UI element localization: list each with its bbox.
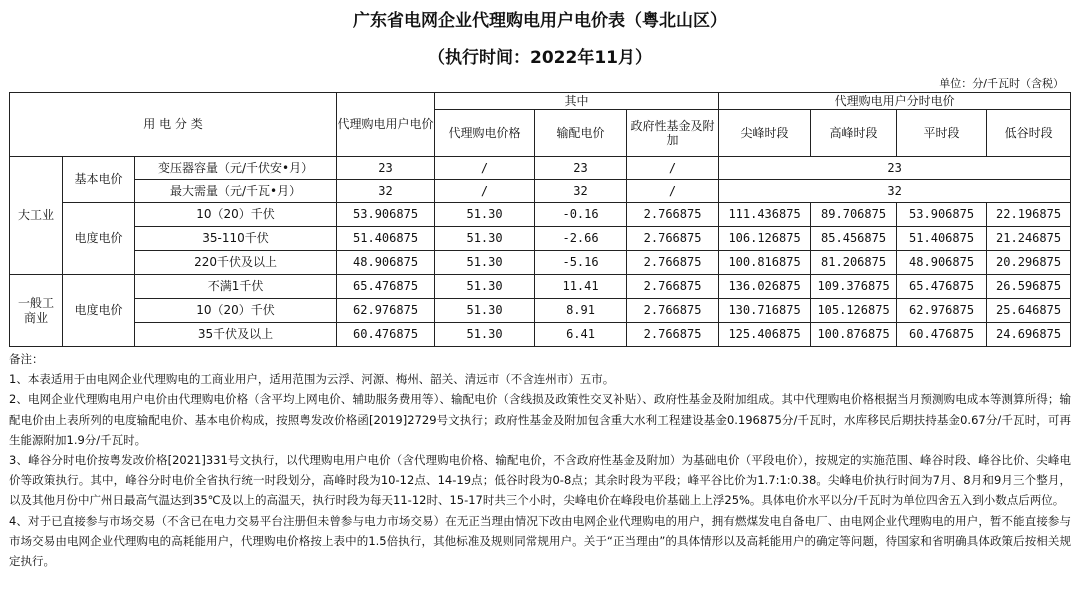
notes-section <box>9 349 1071 571</box>
cell-flat: 48.906875 <box>897 251 987 275</box>
cell-agent: 48.906875 <box>337 251 435 275</box>
table-row <box>10 227 1071 251</box>
cell-valley: 22.196875 <box>987 203 1071 227</box>
cell-transmission: 8.91 <box>535 299 627 323</box>
table-row <box>10 323 1071 347</box>
cell-flat: 62.976875 <box>897 299 987 323</box>
cell-fund: 2.766875 <box>627 323 719 347</box>
table-row <box>10 275 1071 299</box>
note-paragraph: 1、本表适用于由电网企业代理购电的工商业用户，适用范围为云浮、河源、梅州、韶关、清远市（不含连州市）五市。 <box>9 372 615 387</box>
row-label: 35千伏及以上 <box>135 323 337 347</box>
cell-agent: 23 <box>337 157 435 180</box>
cell-fund: 2.766875 <box>627 203 719 227</box>
cell-transmission: 23 <box>535 157 627 180</box>
cell-fund: 2.766875 <box>627 275 719 299</box>
notes-heading: 备注： <box>9 352 44 366</box>
header-tou-group: 代理购电用户分时电价 <box>719 93 1071 110</box>
group-general-commerce: 一般工商业 <box>10 275 63 347</box>
cell-peak-sharp: 130.716875 <box>719 299 811 323</box>
cell-transmission: -2.66 <box>535 227 627 251</box>
header-agent-price: 代理购电用户电价 <box>337 93 435 157</box>
cell-fund: / <box>627 157 719 180</box>
cell-agent: 32 <box>337 180 435 203</box>
cell-transmission: -5.16 <box>535 251 627 275</box>
cell-transmission: 6.41 <box>535 323 627 347</box>
row-label: 变压器容量（元/千伏安•月） <box>135 157 337 180</box>
row-label: 10（20）千伏 <box>135 299 337 323</box>
row-label: 最大需量（元/千瓦•月） <box>135 180 337 203</box>
group-energy-price: 电度电价 <box>63 203 135 275</box>
cell-procure: 51.30 <box>435 227 535 251</box>
header-transmission: 输配电价 <box>535 110 627 157</box>
cell-valley: 21.246875 <box>987 227 1071 251</box>
page-title: 广东省电网企业代理购电用户电价表（粤北山区） <box>353 11 727 31</box>
cell-procure: / <box>435 180 535 203</box>
cell-fund: 2.766875 <box>627 299 719 323</box>
cell-flat: 51.406875 <box>897 227 987 251</box>
header-procure-price: 代理购电价格 <box>435 110 535 157</box>
header-category: 用 电 分 类 <box>10 93 337 157</box>
price-table <box>9 92 1071 347</box>
cell-peak: 109.376875 <box>811 275 897 299</box>
header-gov-fund: 政府性基金及附加 <box>627 110 719 157</box>
note-paragraph: 2、电网企业代理购电用户电价由代理购电价格（含平均上网电价、辅助服务费用等）、输配电价（含线损及政策性交叉补贴）、政府性基金及附加组成。其中代理购电价格根据当月预测购电成本等测算所得；输配电价由上表所列的电度输配电价、基本电价构成，按照粤发改价格函[2019]2729号文执行；政府性基金及附加包含重大水利工程建设基金0.196875分/千瓦时，水库移民后期扶持基金0.67分/千瓦时，可再生能源附加1.9分/千瓦时。 <box>9 392 1071 447</box>
cell-procure: / <box>435 157 535 180</box>
table-row <box>10 157 1071 180</box>
cell-peak-sharp: 136.026875 <box>719 275 811 299</box>
cell-agent: 62.976875 <box>337 299 435 323</box>
unit-label: 单位：分/千瓦时（含税） <box>939 77 1064 90</box>
cell-valley: 24.696875 <box>987 323 1071 347</box>
note-paragraph: 3、峰谷分时电价按粤发改价格[2021]331号文执行，以代理购电用户电价（含代理购电价格、输配电价，不含政府性基金及附加）为基础电价（平段电价），按规定的实施范围、峰谷时段、峰谷比价、尖峰电价等政策执行。其中，峰谷分时电价全省执行统一时段划分，高峰时段为10-12点、14-19点；低谷时段为0-8点；其余时段为平段；峰平谷比价为1.7:1:0.38。尖峰电价执行时间为7月、8月和9月三个整月，以及其他月份中广州日最高气温达到35℃及以上的高温天，执行时段为每天11-12时、15-17时共三个小时，尖峰电价在峰段电价基础上上浮25%。具体电价水平以分/千瓦时为单位四舍五入到小数点后两位。 <box>9 453 1071 508</box>
cell-transmission: -0.16 <box>535 203 627 227</box>
table-row <box>10 203 1071 227</box>
cell-flat: 60.476875 <box>897 323 987 347</box>
table-row <box>10 251 1071 275</box>
cell-peak-sharp: 106.126875 <box>719 227 811 251</box>
cell-fund: 2.766875 <box>627 227 719 251</box>
group-energy-price: 电度电价 <box>63 275 135 347</box>
cell-peak: 85.456875 <box>811 227 897 251</box>
cell-peak: 81.206875 <box>811 251 897 275</box>
cell-peak-sharp: 125.406875 <box>719 323 811 347</box>
header-valley: 低谷时段 <box>987 110 1071 157</box>
cell-valley: 20.296875 <box>987 251 1071 275</box>
cell-procure: 51.30 <box>435 275 535 299</box>
effective-date-subtitle: （执行时间：2022年11月） <box>428 48 652 68</box>
cell-flat: 65.476875 <box>897 275 987 299</box>
cell-valley: 26.596875 <box>987 275 1071 299</box>
cell-agent: 60.476875 <box>337 323 435 347</box>
cell-transmission: 11.41 <box>535 275 627 299</box>
header-of-which: 其中 <box>435 93 719 110</box>
header-peak: 高峰时段 <box>811 110 897 157</box>
cell-transmission: 32 <box>535 180 627 203</box>
cell-fund: 2.766875 <box>627 251 719 275</box>
note-paragraph: 4、对于已直接参与市场交易（不含已在电力交易平台注册但未曾参与电力市场交易）在无正当理由情况下改由电网企业代理购电的用户，拥有燃煤发电自备电厂、由电网企业代理购电的用户，暂不能直接参与市场交易由电网企业代理购电的高耗能用户，代理购电价格按上表中的1.5倍执行，其他标准及规则同常规用户。关于“正当理由”的具体情形以及高耗能用户的确定等问题，待国家和省明确具体政策后按相关规定执行。 <box>9 513 1071 569</box>
cell-procure: 51.30 <box>435 251 535 275</box>
table-row <box>10 180 1071 203</box>
cell-agent: 65.476875 <box>337 275 435 299</box>
cell-tou-merged: 32 <box>719 180 1071 203</box>
cell-peak-sharp: 111.436875 <box>719 203 811 227</box>
cell-procure: 51.30 <box>435 323 535 347</box>
cell-peak: 89.706875 <box>811 203 897 227</box>
cell-agent: 51.406875 <box>337 227 435 251</box>
cell-peak-sharp: 100.816875 <box>719 251 811 275</box>
group-large-industry: 大工业 <box>10 157 63 275</box>
cell-procure: 51.30 <box>435 203 535 227</box>
row-label: 220千伏及以上 <box>135 251 337 275</box>
table-row <box>10 299 1071 323</box>
header-flat: 平时段 <box>897 110 987 157</box>
header-peak-sharp: 尖峰时段 <box>719 110 811 157</box>
row-label: 不满1千伏 <box>135 275 337 299</box>
cell-flat: 53.906875 <box>897 203 987 227</box>
cell-valley: 25.646875 <box>987 299 1071 323</box>
group-basic-price: 基本电价 <box>63 157 135 203</box>
cell-fund: / <box>627 180 719 203</box>
cell-peak: 100.876875 <box>811 323 897 347</box>
cell-procure: 51.30 <box>435 299 535 323</box>
cell-peak: 105.126875 <box>811 299 897 323</box>
row-label: 35-110千伏 <box>135 227 337 251</box>
cell-tou-merged: 23 <box>719 157 1071 180</box>
row-label: 10（20）千伏 <box>135 203 337 227</box>
cell-agent: 53.906875 <box>337 203 435 227</box>
